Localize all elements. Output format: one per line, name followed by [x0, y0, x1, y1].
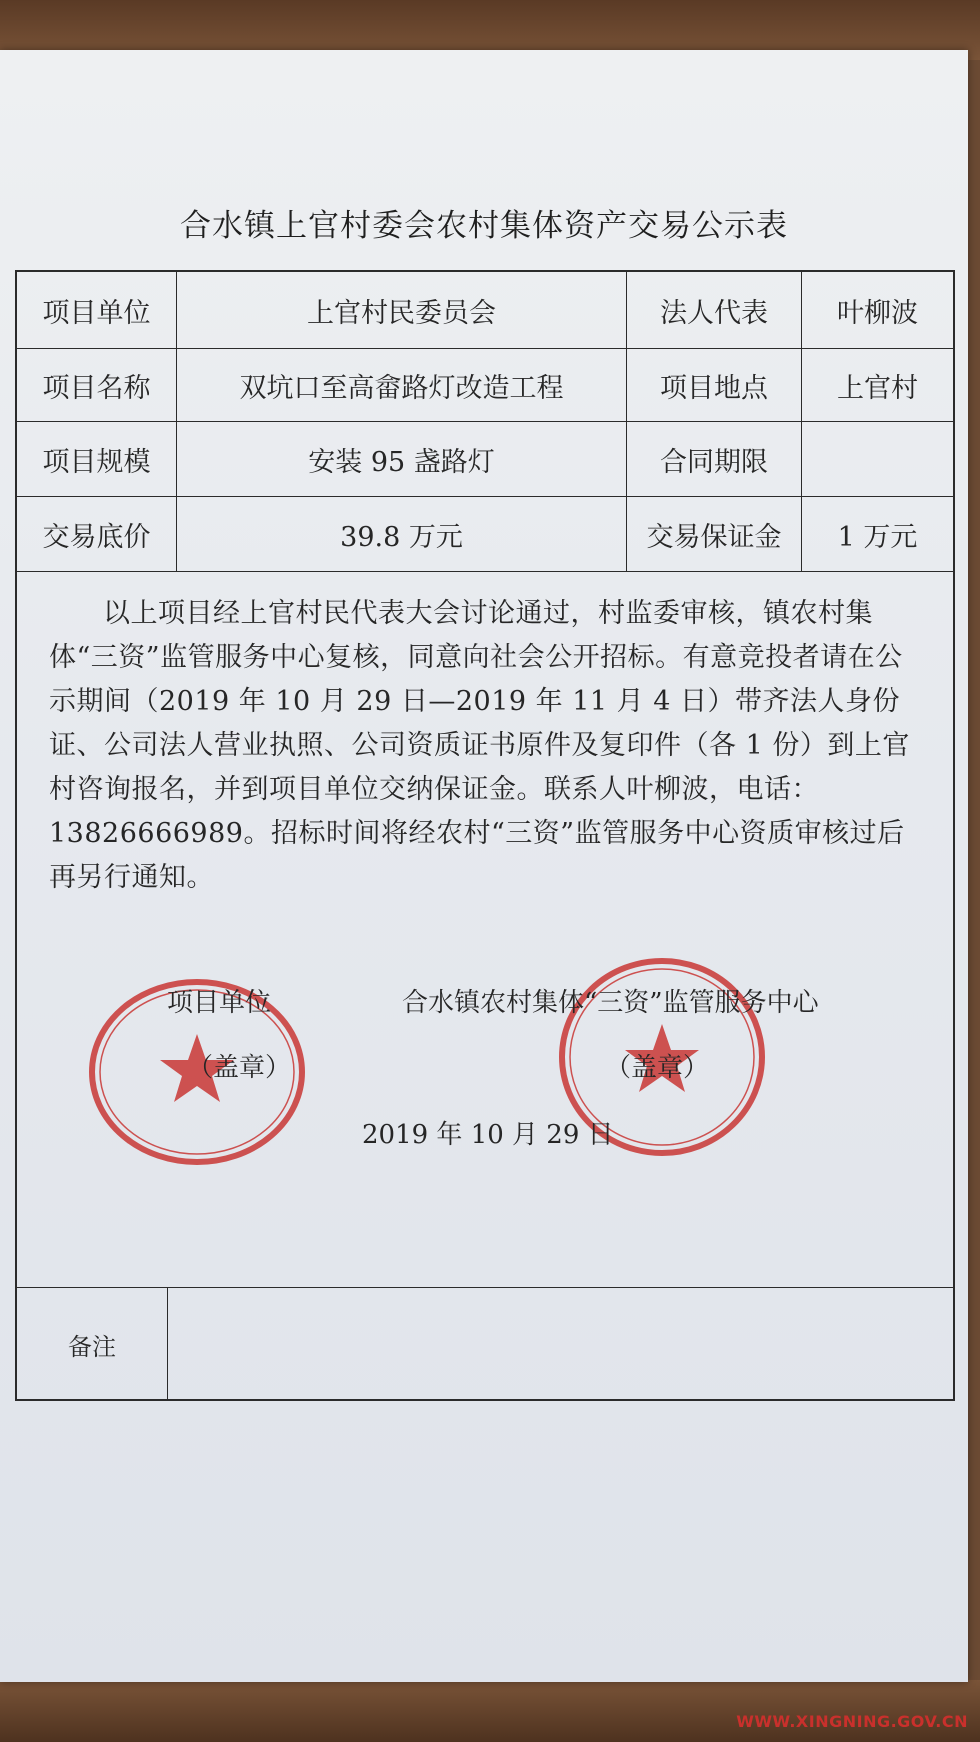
row-label: 项目名称: [17, 349, 177, 421]
row-value: 上官村民委员会: [177, 272, 627, 348]
right-unit-label: 合水镇农村集体“三资”监管服务中心: [402, 988, 819, 1018]
row-label: 法人代表: [627, 272, 802, 348]
signature-date: 2019 年 10 月 29 日: [362, 1120, 614, 1150]
row-value: [802, 422, 953, 496]
table-row: [17, 422, 953, 497]
row-label: 项目地点: [627, 349, 802, 421]
row-label: 合同期限: [627, 422, 802, 496]
row-value: 上官村: [837, 372, 918, 404]
row-value: 1 万元: [837, 521, 918, 553]
table-row: [17, 349, 953, 422]
row-value: 双坑口至高畲路灯改造工程: [177, 349, 627, 421]
remark-row: [17, 1287, 953, 1400]
row-label: 项目规模: [17, 422, 177, 496]
wood-background-bottom: [0, 1680, 980, 1742]
row-label: 项目单位: [17, 272, 177, 348]
left-unit-label: 项目单位: [167, 988, 272, 1018]
row-value: 39.8 万元: [177, 497, 627, 571]
row-label: 交易底价: [17, 497, 177, 571]
row-value: 叶柳波: [837, 297, 918, 329]
notice-table: [15, 270, 955, 1401]
table-row: [17, 272, 953, 349]
left-stamp-label: （盖章）: [187, 1053, 292, 1083]
row-value: 安装 95 盏路灯: [177, 422, 627, 496]
site-watermark: WWW.XINGNING.GOV.CN: [736, 1712, 968, 1731]
row-label: 交易保证金: [627, 497, 802, 571]
document-title: 合水镇上官村委会农村集体资产交易公示表: [180, 208, 788, 244]
table-row: [17, 497, 953, 572]
notice-body: 以上项目经上官村民代表大会讨论通过，村监委审核，镇农村集体“三资”监管服务中心复核，同意向社会公开招标。有意竞投者请在公示期间（2019 年 10 月 29 日—2019 年 11 月 4 日）带齐法人身份证、公司法人营业执照、公司资质证书原件及复印件（各 1 份）到上官村咨询报名，并到项目单位交纳保证金。联系人叶柳波，电话：13826666989。招标时间将经农村“三资”监管服务中心资质审核过后再另行通知。: [49, 598, 910, 893]
notice-paper: [0, 50, 968, 1682]
right-stamp-label: （盖章）: [605, 1053, 710, 1083]
remark-label: 备注: [17, 1288, 168, 1400]
